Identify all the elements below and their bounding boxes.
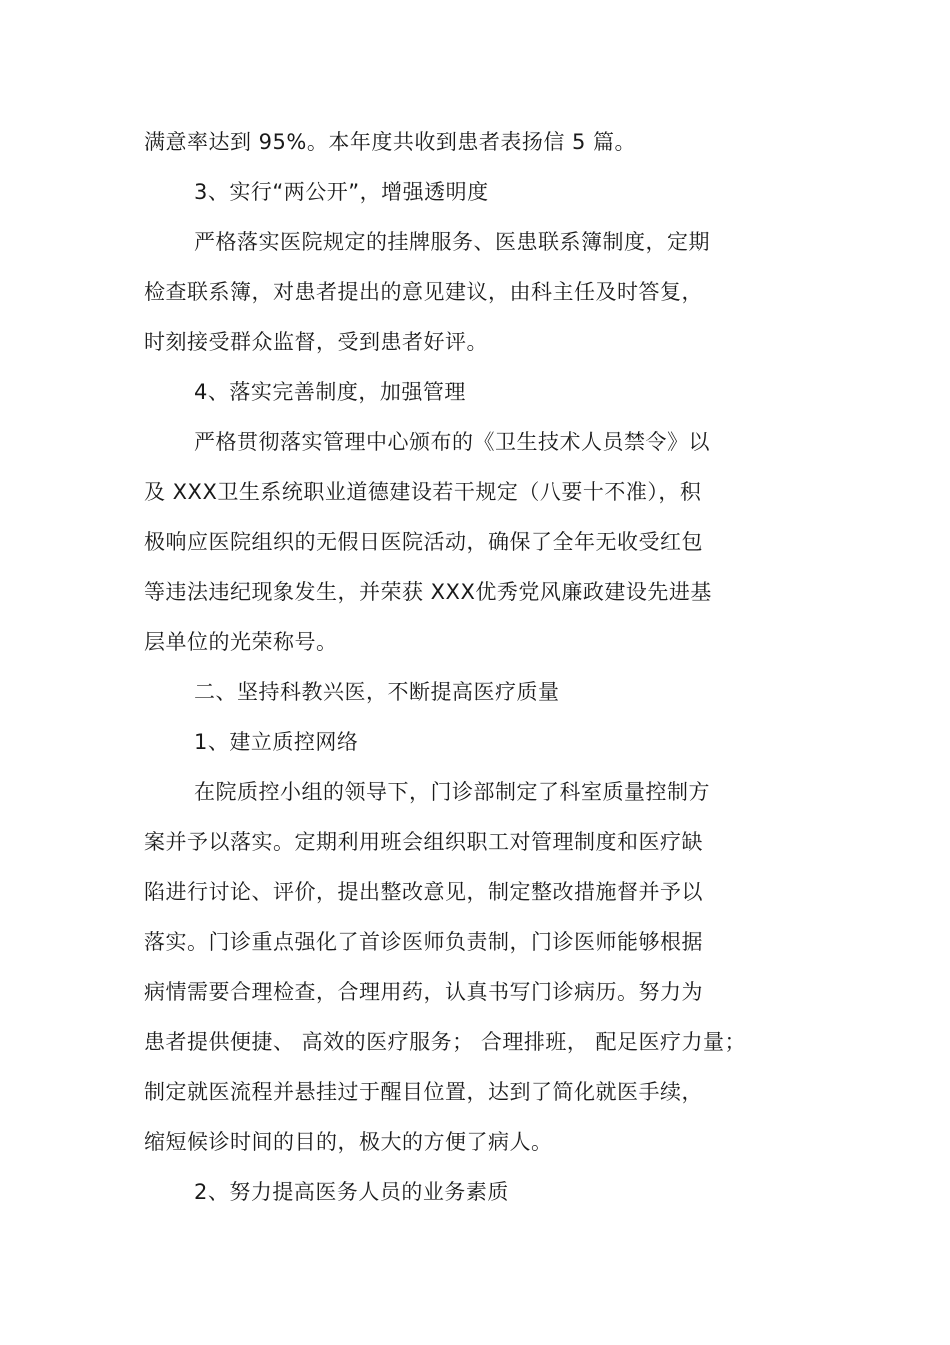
paragraph-line: 层单位的光荣称号。 [144,630,338,654]
section-heading: 2、努力提高医务人员的业务素质 [194,1180,509,1204]
paragraph-line: 等违法违纪现象发生，并荣获 XXX优秀党风廉政建设先进基 [144,580,712,604]
paragraph-line: 严格落实医院规定的挂牌服务、医患联系簿制度，定期 [194,230,710,254]
paragraph-line: 时刻接受群众监督，受到患者好评。 [144,330,488,354]
section-heading: 3、实行“两公开”，增强透明度 [194,180,489,204]
paragraph-line: 落实。门诊重点强化了首诊医师负责制，门诊医师能够根据 [144,930,703,954]
section-heading: 1、建立质控网络 [194,730,359,754]
paragraph-line: 极响应医院组织的无假日医院活动，确保了全年无收受红包 [144,530,703,554]
paragraph-line: 检查联系簿，对患者提出的意见建议，由科主任及时答复， [144,280,703,304]
paragraph-line: 及 XXX卫生系统职业道德建设若干规定（八要十不准），积 [144,480,702,504]
paragraph-line: 制定就医流程并悬挂过于醒目位置，达到了简化就医手续， [144,1080,703,1104]
paragraph-line: 缩短候诊时间的目的，极大的方便了病人。 [144,1130,553,1154]
chapter-heading: 二、坚持科教兴医，不断提高医疗质量 [194,680,560,704]
paragraph-line: 在院质控小组的领导下，门诊部制定了科室质量控制方 [194,780,710,804]
paragraph-line: 病情需要合理检查，合理用药，认真书写门诊病历。努力为 [144,980,703,1004]
paragraph-line: 满意率达到 95%。本年度共收到患者表扬信 5 篇。 [144,130,637,154]
paragraph-line: 严格贯彻落实管理中心颁布的《卫生技术人员禁令》以 [194,430,710,454]
paragraph-line: 陷进行讨论、评价，提出整改意见，制定整改措施督并予以 [144,880,703,904]
section-heading: 4、落实完善制度，加强管理 [194,380,466,404]
paragraph-line: 患者提供便捷、 高效的医疗服务； 合理排班， 配足医疗力量； [144,1030,747,1054]
paragraph-line: 案并予以落实。定期利用班会组织职工对管理制度和医疗缺 [144,830,703,854]
